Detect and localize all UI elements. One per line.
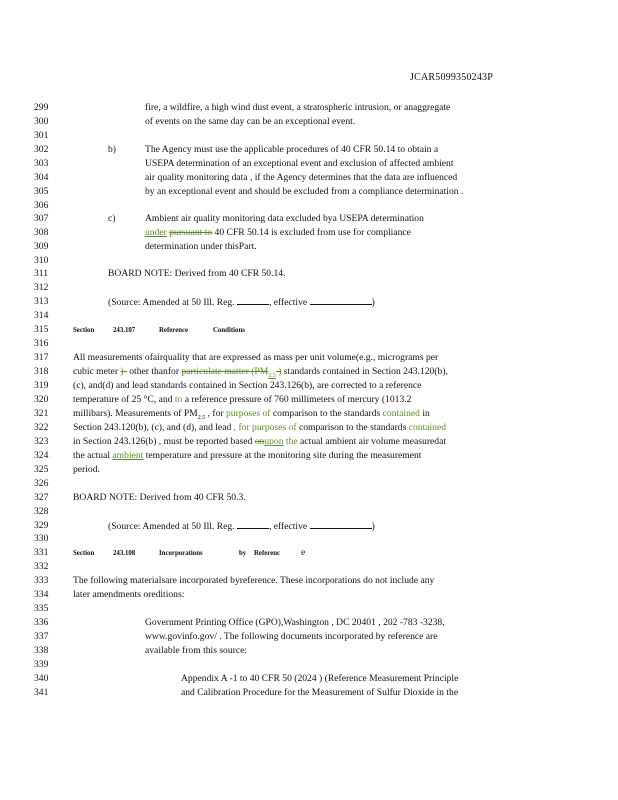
section-number: 243.108 (113, 548, 136, 557)
line-number: 337 (34, 631, 49, 642)
text-line (0, 477, 618, 491)
line-text: air quality monitoring data , if the Agency determines that the data are influenced (145, 172, 458, 183)
text-line (0, 157, 618, 171)
line-text: (c), and(d) and lead standards contained in Section 243.126(b), are corrected to a reference (73, 380, 422, 391)
inserted-text: to (174, 394, 183, 405)
section-title: by (239, 548, 247, 557)
text-line (0, 532, 618, 546)
line-text: fire, a wildfire, a high wind dust event, a stratospheric intrusion, or anaggregate (145, 102, 451, 113)
text-line (0, 365, 618, 379)
line-number: 307 (34, 213, 49, 224)
line-text: determination under thisPart. (145, 241, 257, 252)
text-line (0, 393, 618, 407)
line-number: 315 (34, 324, 49, 335)
line-number: 331 (34, 547, 49, 558)
text-line (0, 630, 618, 644)
line-number: 314 (34, 310, 49, 321)
section-title: Conditions (213, 325, 245, 334)
line-number: 304 (34, 172, 49, 183)
line-text: later amendments oreditions: (73, 589, 185, 600)
deleted-text: on (254, 436, 265, 447)
line-number: 299 (34, 102, 49, 113)
text-line (0, 491, 618, 505)
line-text: available from this source: (145, 645, 248, 656)
line-number: 339 (34, 659, 49, 670)
line-text: Appendix A -1 to 40 CFR 50 (2024 ) (Reference Measurement Principle (181, 673, 459, 684)
line-number: 313 (34, 296, 49, 307)
blank-date-field (310, 519, 372, 529)
line-text: period. (73, 464, 100, 475)
line-number: 308 (34, 227, 49, 238)
deleted-text: pursuant to (169, 227, 213, 238)
text-line (0, 644, 618, 658)
line-text-rest: 40 CFR 50.14 is excluded from use for compliance (212, 227, 411, 238)
section-title: Reference (159, 325, 189, 334)
deleted-text: - (123, 366, 127, 377)
line-number: 320 (34, 394, 49, 405)
line-text: The following materialsare incorporated byreference. These incorporations do not include any (73, 575, 435, 586)
inserted-text: upon (264, 436, 284, 447)
text-line (0, 171, 618, 185)
line-text: All measurements ofairquality that are expressed as mass per unit volume(e.g., micrograms per (73, 352, 439, 363)
line-number: 305 (34, 186, 49, 197)
text-line (0, 129, 618, 143)
line-number: 329 (34, 520, 49, 531)
line-text (145, 226, 411, 240)
line-number: 341 (34, 687, 49, 698)
inserted-text: , for purposes of (233, 422, 297, 433)
line-text: by an exceptional event and should be excluded from a compliance determination . (145, 186, 464, 197)
inserted-text: the (285, 436, 298, 447)
line-text: The Agency must use the applicable procedures of 40 CFR 50.14 to obtain a (145, 144, 439, 155)
line-text: in Section 243.126(b) , must be reported based onupon the actual ambient air volume measuredat (73, 436, 447, 447)
text-line (0, 449, 618, 463)
line-number: 330 (34, 533, 49, 544)
subsection-marker: b) (108, 144, 116, 155)
line-number: 325 (34, 464, 49, 475)
inserted-text: purposes of (225, 408, 271, 419)
section-heading-line (0, 323, 618, 337)
text-line (0, 672, 618, 686)
line-text: and Calibration Procedure for the Measurement of Sulfur Dioxide in the (181, 687, 459, 698)
line-number: 322 (34, 422, 49, 433)
text-line (0, 574, 618, 588)
text-line (0, 602, 618, 616)
line-number: 310 (34, 255, 49, 266)
line-number: 324 (34, 450, 49, 461)
line-text: millibars). Measurements of $PM_{2.5}$ , for purposes of comparison to the standards contained in (73, 408, 430, 421)
section-label: Section (73, 325, 95, 334)
text-line (0, 281, 618, 295)
line-text: Government Printing Office (GPO),Washington , DC 20401 , 202 -783 -3238, (145, 617, 445, 628)
text-line (0, 435, 618, 449)
line-number: 316 (34, 338, 49, 349)
text-line (0, 254, 618, 268)
section-number: 243.107 (113, 325, 136, 334)
text-line (0, 295, 618, 309)
line-text: www.govinfo.gov/ . The following documents incorporated by reference are (145, 631, 438, 642)
line-number: 340 (34, 673, 49, 684)
inserted-text: under (145, 227, 167, 238)
text-line (0, 379, 618, 393)
inserted-text: contained (408, 422, 447, 433)
board-note: BOARD NOTE: Derived from 40 CFR 50.14. (108, 268, 286, 279)
text-line (0, 212, 618, 226)
section-title: e (301, 547, 306, 558)
line-number: 318 (34, 366, 49, 377)
document-id: JCAR5099350243P (410, 72, 494, 83)
text-line (0, 588, 618, 602)
line-text: temperature of 25 °C, and to a reference pressure of 760 millimeters of mercury (1013.2 (73, 394, 412, 405)
line-number: 312 (34, 282, 49, 293)
line-text: the actual ambient temperature and pressure at the monitoring site during the measurement (73, 450, 422, 461)
inserted-text: ambient (112, 450, 144, 461)
line-number: 323 (34, 436, 49, 447)
text-line (0, 421, 618, 435)
blank-reg-field (237, 295, 269, 305)
line-number: 334 (34, 589, 49, 600)
inserted-text: contained (382, 408, 420, 419)
text-line (0, 616, 618, 630)
text-line (0, 337, 618, 351)
line-number: 328 (34, 506, 49, 517)
line-text: Ambient air quality monitoring data excluded bya USEPA determination (145, 213, 424, 224)
source-note: (Source: Amended at 50 Ill. Reg. , effective ) (108, 521, 375, 532)
text-line (0, 407, 618, 421)
line-text: USEPA determination of an exceptional event and exclusion of affected ambient (145, 158, 454, 169)
text-line (0, 560, 618, 574)
section-title: Incorporations (159, 548, 203, 557)
text-line (0, 351, 618, 365)
line-number: 327 (34, 492, 49, 503)
text-line (0, 658, 618, 672)
text-line (0, 309, 618, 323)
text-line (0, 226, 618, 240)
text-line (0, 101, 618, 115)
text-line (0, 519, 618, 533)
source-note: (Source: Amended at 50 Ill. Reg. , effective ) (108, 297, 375, 308)
subsection-marker: c) (108, 213, 116, 224)
line-text: Section 243.120(b), (c), and (d), and lead , for purposes of comparison to the standards contained (73, 422, 447, 433)
line-number: 311 (34, 268, 49, 279)
text-line (0, 463, 618, 477)
text-line (0, 115, 618, 129)
text-line (0, 686, 618, 700)
line-number: 306 (34, 200, 49, 211)
line-number: 326 (34, 478, 49, 489)
line-number: 319 (34, 380, 49, 391)
line-number: 303 (34, 158, 49, 169)
line-number: 302 (34, 144, 49, 155)
line-number: 336 (34, 617, 49, 628)
text-line (0, 185, 618, 199)
line-number: 317 (34, 352, 49, 363)
line-number: 335 (34, 603, 49, 614)
line-number: 309 (34, 241, 49, 252)
blank-date-field (310, 295, 372, 305)
text-line (0, 267, 618, 281)
deleted-text: ) (120, 366, 124, 377)
deleted-text: particulate matter ($PM_{2.5}$ ) (181, 366, 282, 379)
line-number: 333 (34, 575, 49, 586)
line-number: 321 (34, 408, 49, 419)
line-number: 338 (34, 645, 49, 656)
line-number: 301 (34, 130, 49, 141)
board-note: BOARD NOTE: Derived from 40 CFR 50.3. (73, 492, 246, 503)
section-title: Referenc (254, 548, 281, 557)
text-line (0, 143, 618, 157)
text-line (0, 505, 618, 519)
line-text: of events on the same day can be an exceptional event. (145, 116, 356, 127)
text-line (0, 240, 618, 254)
section-heading-line (0, 546, 618, 560)
line-text: cubic meter )- other thanfor particulate matter ($PM_{2.5}$ ) standards contained in Section 243.120(b), (73, 366, 448, 379)
text-line (0, 199, 618, 213)
blank-reg-field (237, 519, 269, 529)
section-label: Section (73, 548, 95, 557)
line-number: 332 (34, 561, 49, 572)
line-number: 300 (34, 116, 49, 127)
